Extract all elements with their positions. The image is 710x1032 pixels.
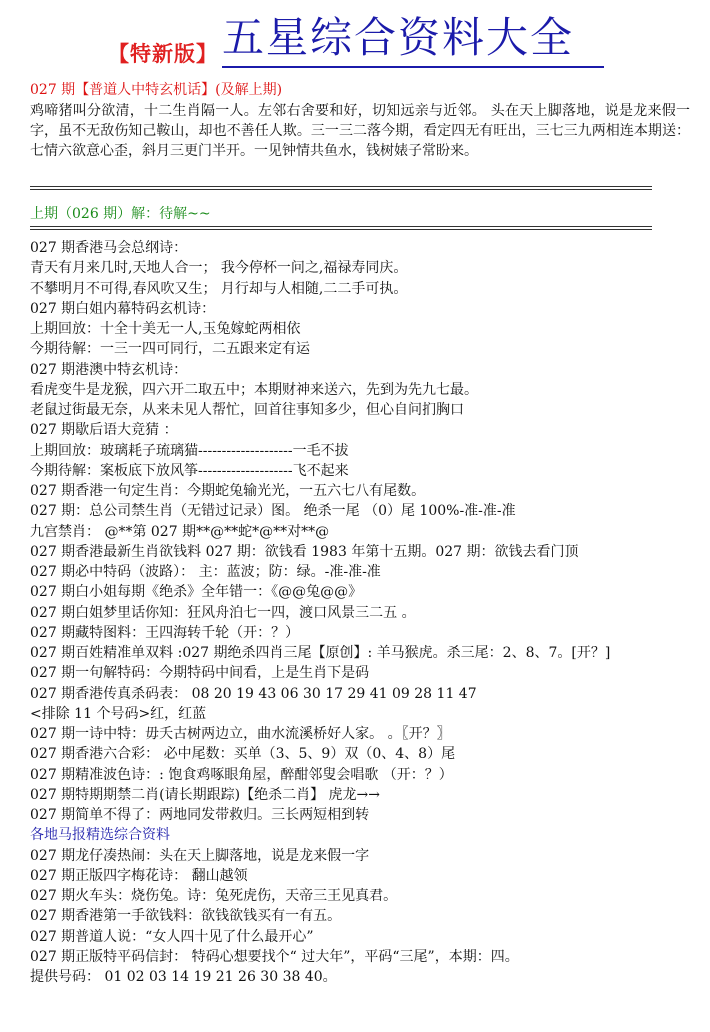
edition-badge: 【特新版】 (108, 41, 218, 66)
content-line: 027 期百姓精准单双料 :027 期绝杀四肖三尾【原创】: 羊马猴虎。杀三尾：2、8、7。[开？] (30, 645, 611, 661)
section-heading: 各地马报精选综合资料 (30, 827, 170, 844)
content-line: 027 期精准波色诗：: 饱食鸡啄眼角屋，醉酣邻叟会唱歌 （开：？） (30, 766, 453, 783)
content-line: 027 期：总公司禁生肖（无错过记录）图。 绝杀一尾 （0）尾 100%-准-准-准 (30, 503, 516, 520)
content-line: 027 期正版四字梅花诗： 翻山越领 (30, 867, 248, 884)
content-line: 九宫禁肖： @**第 027 期**@**蛇*@**对**@ (30, 523, 330, 540)
content-line: 027 期香港一句定生肖：今期蛇兔输光光，一五六七八有尾数。 (30, 483, 426, 499)
header (0, 0, 710, 76)
previous-result: 上期（026 期）解：待解~~ (30, 206, 211, 222)
content-line: 今期待解：案板底下放风筝--------------------飞不起来 (30, 462, 349, 479)
content-line: 027 期藏特图料：王四海转千轮（开：？） (30, 624, 300, 641)
content-line: 027 期香港传真杀码表： 08 20 19 43 06 30 17 29 41 09 28 11 47 (30, 685, 477, 702)
content-line: 027 期普道人说：“女人四十见了什么最开心” (30, 928, 314, 945)
content-line: 不攀明月不可得,春风吹又生； 月行却与人相随,二二手可执。 (30, 280, 408, 297)
content-line: 老鼠过街最无奈，从来未见人帮忙，回首往事知多少，但心自问扪胸口 (30, 402, 464, 418)
content-line: <排除 11 个号码>红，红蓝 (30, 705, 207, 722)
content-line: 027 期火车头：烧伤兔。诗：兔死虎伤，天帝三王见真君。 (30, 888, 398, 904)
content-line: 今期待解：一三一四可同行，二五跟来定有运 (30, 341, 310, 358)
content-line: 上期回放：十全十美无一人,玉兔嫁蛇两相依 (30, 321, 301, 337)
content-line: 027 期香港最新生肖欲钱料 027 期：欲钱看 1983 年第十五期。027 期：欲钱去看门顶 (30, 543, 579, 560)
content-line: 027 期必中特码（波路）： 主：蓝波；防：绿。-准-准-准 (30, 564, 381, 580)
content-line: 027 期龙仔凑热闹：头在天上脚落地，说是龙来假一字 (30, 847, 370, 864)
content-line: 027 期白小姐每期《绝杀》全年错一：《@@兔@@》 (30, 584, 363, 601)
content-line: 上期回放：玻璃耗子琉璃猫--------------------一毛不拔 (30, 442, 349, 459)
topic-title: 027 期【普道人中特玄机话】(及解上期) (30, 82, 283, 98)
divider-bottom (30, 226, 652, 230)
content-line: 027 期白姐梦里话你知：狂风舟泊七一四，渡口风景三二五 。 (30, 604, 416, 621)
content-line: 027 期港澳中特玄机诗： (30, 361, 188, 378)
content-line: 看虎变牛是龙猴，四六开二取五中；本期财神来送六，先到为先九七最。 (30, 381, 478, 398)
content-lines (30, 238, 702, 987)
content-line: 027 期香港第一手欲钱料：欲钱欲钱买有一有五。 (30, 908, 342, 925)
topic-section (30, 79, 690, 161)
content-line: 027 期简单不得了：两地同发带救归。三长两短相到转 (30, 807, 370, 823)
content-line: 027 期歇后语大竞猜 ： (30, 422, 178, 439)
content-line: 027 期香港马会总纲诗： (30, 240, 188, 256)
content-line: 027 期白姐内幕特码玄机诗： (30, 300, 216, 317)
content-line: 027 期香港六合彩： 必中尾数：买单（3、5、9）双（0、4、8）尾 (30, 746, 456, 763)
title-underline (222, 66, 604, 68)
content-line: 027 期正版特平码信封： 特码心想要找个“ 过大年”，平码“三尾”，本期：四。 (30, 948, 519, 965)
content-line: 027 期一诗中特：毋夭古树两边立，曲水流溪桥好人家。 。〖开？〗 (30, 726, 451, 742)
content-line: 提供号码： 01 02 03 14 19 21 26 30 38 40。 (30, 969, 337, 985)
content-line: 青天有月来几时,天地人合一； 我今停杯一问之,福禄寿同庆。 (30, 260, 408, 277)
topic-body: 鸡啼猪叫分欲清，十二生肖隔一人。左邻右舍要和好，切知远亲与近邻。 头在天上脚落地，说是龙来假一字，虽不无敌伤知己鞍山，却也不善任人欺。三一三二落今期，看定四无有旺出，三七三九两相连本期送：七情六欲意心歪，斜月三更门半开。一见钟情共鱼水，钱树婊子常盼来。 (30, 103, 690, 159)
content-line: 027 期特期期禁二肖(请长期跟踪)【绝杀二肖】 虎龙→→ (30, 786, 381, 803)
page-title: 五星综合资料大全 (222, 13, 575, 62)
content-line: 027 期一句解特码：今期特码中间看，上是生肖下是码 (30, 665, 370, 682)
divider-top (30, 186, 652, 190)
